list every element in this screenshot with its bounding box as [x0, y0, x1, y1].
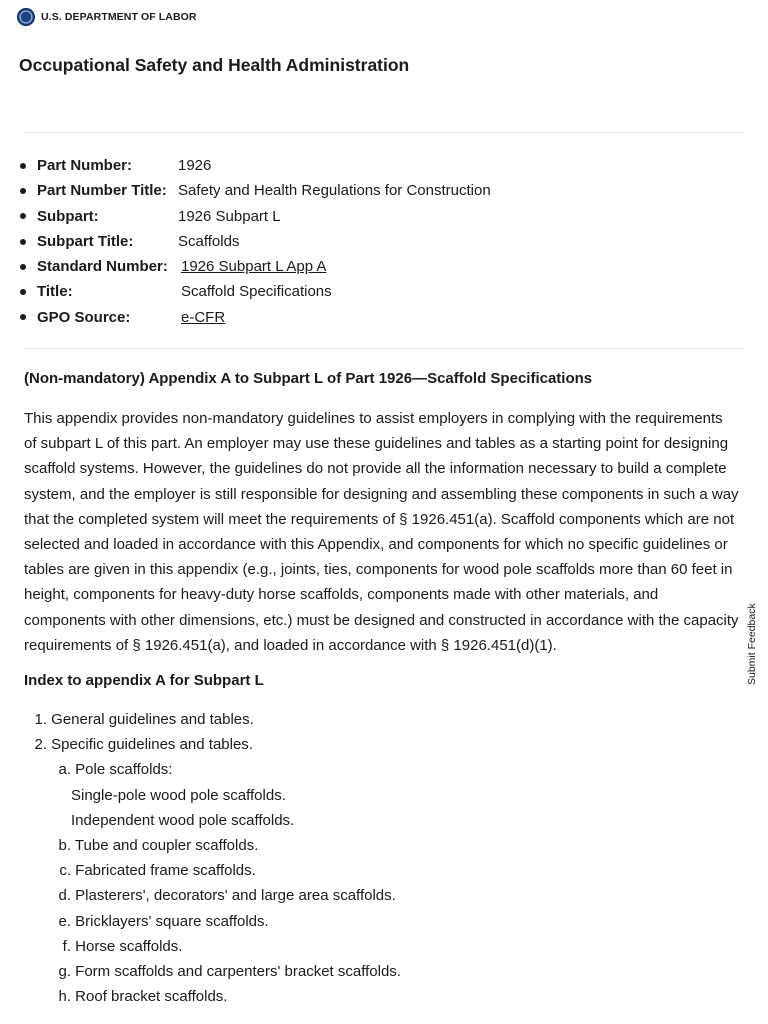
list-marker: d.	[58, 887, 71, 905]
list-marker: 1.	[34, 711, 47, 728]
list-item-text: Tube and coupler scaffolds.	[74, 836, 259, 854]
meta-label: Standard Number:	[37, 258, 168, 276]
appendix-body	[24, 406, 746, 658]
list-item	[24, 783, 401, 808]
body-line: system, and the employer is still responsible for designing and assembling these components in such a way	[24, 485, 739, 503]
list-marker: e.	[58, 912, 71, 930]
meta-label: Subpart:	[37, 207, 99, 225]
bullet-icon	[20, 239, 26, 245]
meta-label: Part Number:	[37, 157, 133, 174]
list-item-text: Bricklayers' square scaffolds.	[75, 912, 269, 930]
list-item-text: General guidelines and tables.	[51, 711, 254, 728]
meta-label: Part Number Title:	[37, 182, 167, 200]
list-item	[24, 883, 401, 908]
list-marker: b.	[58, 836, 71, 854]
list-item-text: Horse scaffolds.	[75, 937, 183, 955]
meta-value: Safety and Health Regulations for Construction	[178, 182, 491, 200]
body-line: requirements of § 1926.451(a), and loaded in accordance with § 1926.451(d)(1).	[24, 636, 557, 654]
body-line: tables are given in this appendix (e.g., joints, ties, components for wood pole scaffolds more than 60 feet in	[24, 561, 733, 579]
list-item-text: Pole scaffolds:	[75, 761, 173, 779]
meta-title	[20, 279, 491, 304]
list-item-text: Specific guidelines and tables.	[51, 736, 253, 754]
list-item-text: Single-pole wood pole scaffolds.	[71, 786, 286, 804]
list-item	[24, 833, 401, 858]
divider	[24, 348, 744, 349]
list-marker: c.	[59, 862, 71, 880]
meta-part-number	[20, 153, 491, 178]
bullet-icon	[20, 188, 26, 194]
divider	[24, 132, 744, 133]
list-marker: a.	[58, 761, 71, 779]
meta-gpo-source	[20, 305, 491, 330]
index-list	[24, 707, 401, 1009]
meta-standard-number	[20, 254, 491, 279]
body-line: scaffold systems. However, the guidelines do not provide all the information necessary to build a complete	[24, 460, 727, 478]
body-line: of subpart L of this part. An employer may use these guidelines and tables as a starting point for designing	[24, 435, 729, 453]
list-item	[24, 984, 401, 1009]
list-marker: f.	[62, 937, 71, 955]
list-item-text: Independent wood pole scaffolds.	[71, 811, 295, 829]
appendix-heading: (Non-mandatory) Appendix A to Subpart L of Part 1926—Scaffold Specifications	[24, 370, 593, 387]
list-item	[24, 732, 401, 757]
list-item-text: Form scaffolds and carpenters' bracket scaffolds.	[75, 962, 401, 980]
bullet-icon	[20, 314, 26, 320]
meta-value: 1926	[178, 157, 212, 174]
meta-label: Subpart Title:	[37, 232, 134, 250]
meta-label: Title:	[37, 283, 73, 301]
dol-header[interactable]	[17, 7, 197, 27]
list-item-text: Plasterers', decorators' and large area scaffolds.	[75, 887, 396, 905]
standard-number-link[interactable]: 1926 Subpart L App A	[181, 258, 327, 276]
dol-seal-icon	[17, 8, 35, 26]
list-marker: h.	[58, 988, 71, 1006]
meta-value: Scaffolds	[178, 232, 240, 250]
body-line: selected and loaded in accordance with this Appendix, and components for which no specific guidelines or	[24, 536, 728, 554]
meta-label: GPO Source:	[37, 308, 131, 326]
list-item	[24, 934, 401, 959]
list-item	[24, 858, 401, 883]
body-line: that the completed system will meet the requirements of § 1926.451(a). Scaffold components which are not	[24, 510, 735, 528]
list-item	[24, 707, 401, 732]
bullet-icon	[20, 264, 26, 270]
meta-part-number-title	[20, 178, 491, 203]
list-item	[24, 808, 401, 833]
list-marker: 2.	[34, 736, 47, 754]
meta-value: Scaffold Specifications	[181, 283, 332, 301]
bullet-icon	[20, 213, 26, 219]
list-item	[24, 757, 401, 782]
department-name: U.S. DEPARTMENT OF LABOR	[41, 11, 197, 23]
list-item	[24, 909, 401, 934]
bullet-icon	[20, 163, 26, 169]
meta-subpart-title	[20, 229, 491, 254]
meta-subpart	[20, 204, 491, 229]
submit-feedback-button[interactable]: Submit Feedback	[746, 603, 758, 685]
list-marker: g.	[58, 962, 71, 980]
agency-title: Occupational Safety and Health Administration	[19, 55, 410, 75]
body-line: This appendix provides non-mandatory guidelines to assist employers in complying with the requirements	[24, 410, 723, 427]
meta-value: 1926 Subpart L	[178, 207, 281, 225]
body-line: height, components for heavy-duty horse scaffolds, components made with other materials, and	[24, 586, 659, 604]
list-item-text: Roof bracket scaffolds.	[75, 988, 228, 1006]
body-line: components with other dimensions, etc.) must be designed and constructed in accordance with the capacity	[24, 611, 739, 629]
list-item-text: Fabricated frame scaffolds.	[75, 862, 256, 880]
index-heading: Index to appendix A for Subpart L	[24, 672, 264, 689]
gpo-source-link[interactable]: e-CFR	[181, 308, 226, 326]
list-item	[24, 959, 401, 984]
standard-metadata-list	[20, 153, 491, 330]
bullet-icon	[20, 289, 26, 295]
